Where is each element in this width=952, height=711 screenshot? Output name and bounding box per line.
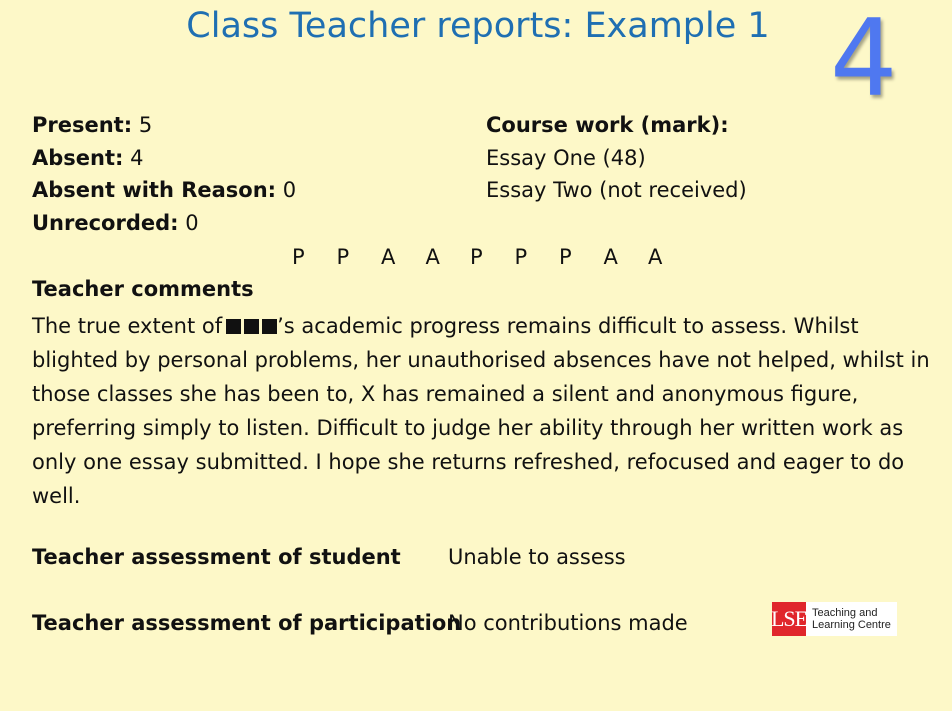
lse-logo (772, 602, 897, 636)
attendance-mark: P (559, 245, 572, 269)
absent-with-reason-label: Absent with Reason: (32, 178, 277, 202)
slide-title: Class Teacher reports: Example 1 (186, 6, 770, 46)
course-work-heading: Course work (mark): (486, 113, 729, 137)
lse-logo-line2: Learning Centre (812, 619, 891, 631)
unrecorded-value: 0 (185, 211, 199, 235)
participation-assessment-label: Teacher assessment of participation (32, 611, 462, 635)
attendance-mark: P (336, 245, 350, 269)
course-work-item: Essay Two (not received) (486, 178, 747, 202)
absent-with-reason-row (32, 180, 296, 201)
present-row (32, 115, 152, 136)
comments-heading: Teacher comments (32, 277, 254, 301)
slide-number: 4 (830, 0, 898, 120)
lse-logo-text (812, 607, 891, 631)
attendance-mark: P (292, 245, 305, 269)
participation-assessment-value: No contributions made (448, 611, 688, 635)
course-work-item: Essay One (48) (486, 146, 646, 170)
lse-logo-mark: LSE (772, 602, 806, 636)
redacted-name (226, 309, 277, 343)
attendance-mark: A (603, 245, 618, 269)
attendance-mark: A (425, 245, 440, 269)
absent-row (32, 148, 143, 169)
attendance-mark: P (470, 245, 483, 269)
student-assessment-value: Unable to assess (448, 545, 626, 569)
absent-label: Absent: (32, 146, 124, 170)
comments-body (32, 309, 932, 513)
unrecorded-row (32, 213, 199, 234)
lse-logo-line1: Teaching and (812, 607, 878, 619)
attendance-mark: A (648, 245, 663, 269)
absent-value: 4 (130, 146, 144, 170)
comments-text-after: ’s academic progress remains difficult to assess. Whilst blighted by personal problems, her unauthorised absences have not helped, whilst in those classes she has been to, X has remained a silent and anonymous figure, preferring simply to listen. Difficult to judge her ability through her written work as only one essay submitted. I hope she returns refreshed, refocused and eager to do well. (32, 314, 930, 508)
attendance-mark: P (514, 245, 528, 269)
present-value: 5 (138, 113, 153, 137)
attendance-sequence (292, 245, 693, 269)
absent-with-reason-value: 0 (282, 178, 297, 202)
attendance-mark: A (381, 245, 396, 269)
unrecorded-label: Unrecorded: (32, 211, 179, 235)
student-assessment-label: Teacher assessment of student (32, 545, 401, 569)
present-label: Present: (32, 113, 133, 137)
comments-text-before: The true extent of (32, 314, 223, 338)
